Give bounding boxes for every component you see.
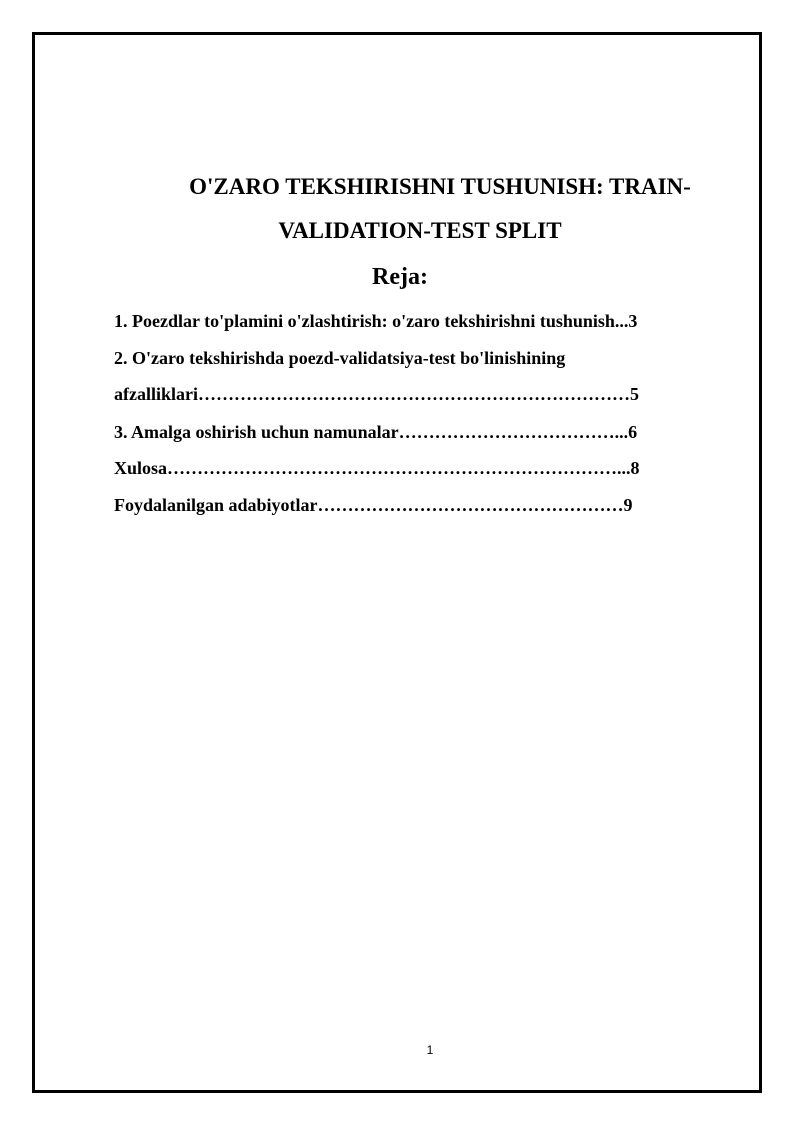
- document-title-line-1: O'ZARO TEKSHIRISHNI TUSHUNISH: TRAIN-: [189, 174, 691, 199]
- document-title-line-2: VALIDATION-TEST SPLIT: [278, 218, 562, 243]
- toc-item-1: 1. Poezdlar to'plamini o'zlashtirish: o'zaro tekshirishni tushunish...3: [114, 311, 638, 331]
- page-number: 1: [426, 1043, 434, 1057]
- toc-item-2: 2. O'zaro tekshirishda poezd-validatsiya-test bo'linishining: [114, 348, 566, 368]
- plan-heading: Reja:: [372, 264, 428, 290]
- toc-item-conclusion: Xulosa…………………………………………………………………...8: [114, 458, 640, 478]
- toc-item-references: Foydalanilgan adabiyotlar……………………………………………9: [114, 495, 633, 515]
- toc-item-3: 3. Amalga oshirish uchun namunalar………………………………...6: [114, 422, 638, 442]
- toc-item-2-continued: afzalliklari………………………………………………………………5: [114, 384, 639, 404]
